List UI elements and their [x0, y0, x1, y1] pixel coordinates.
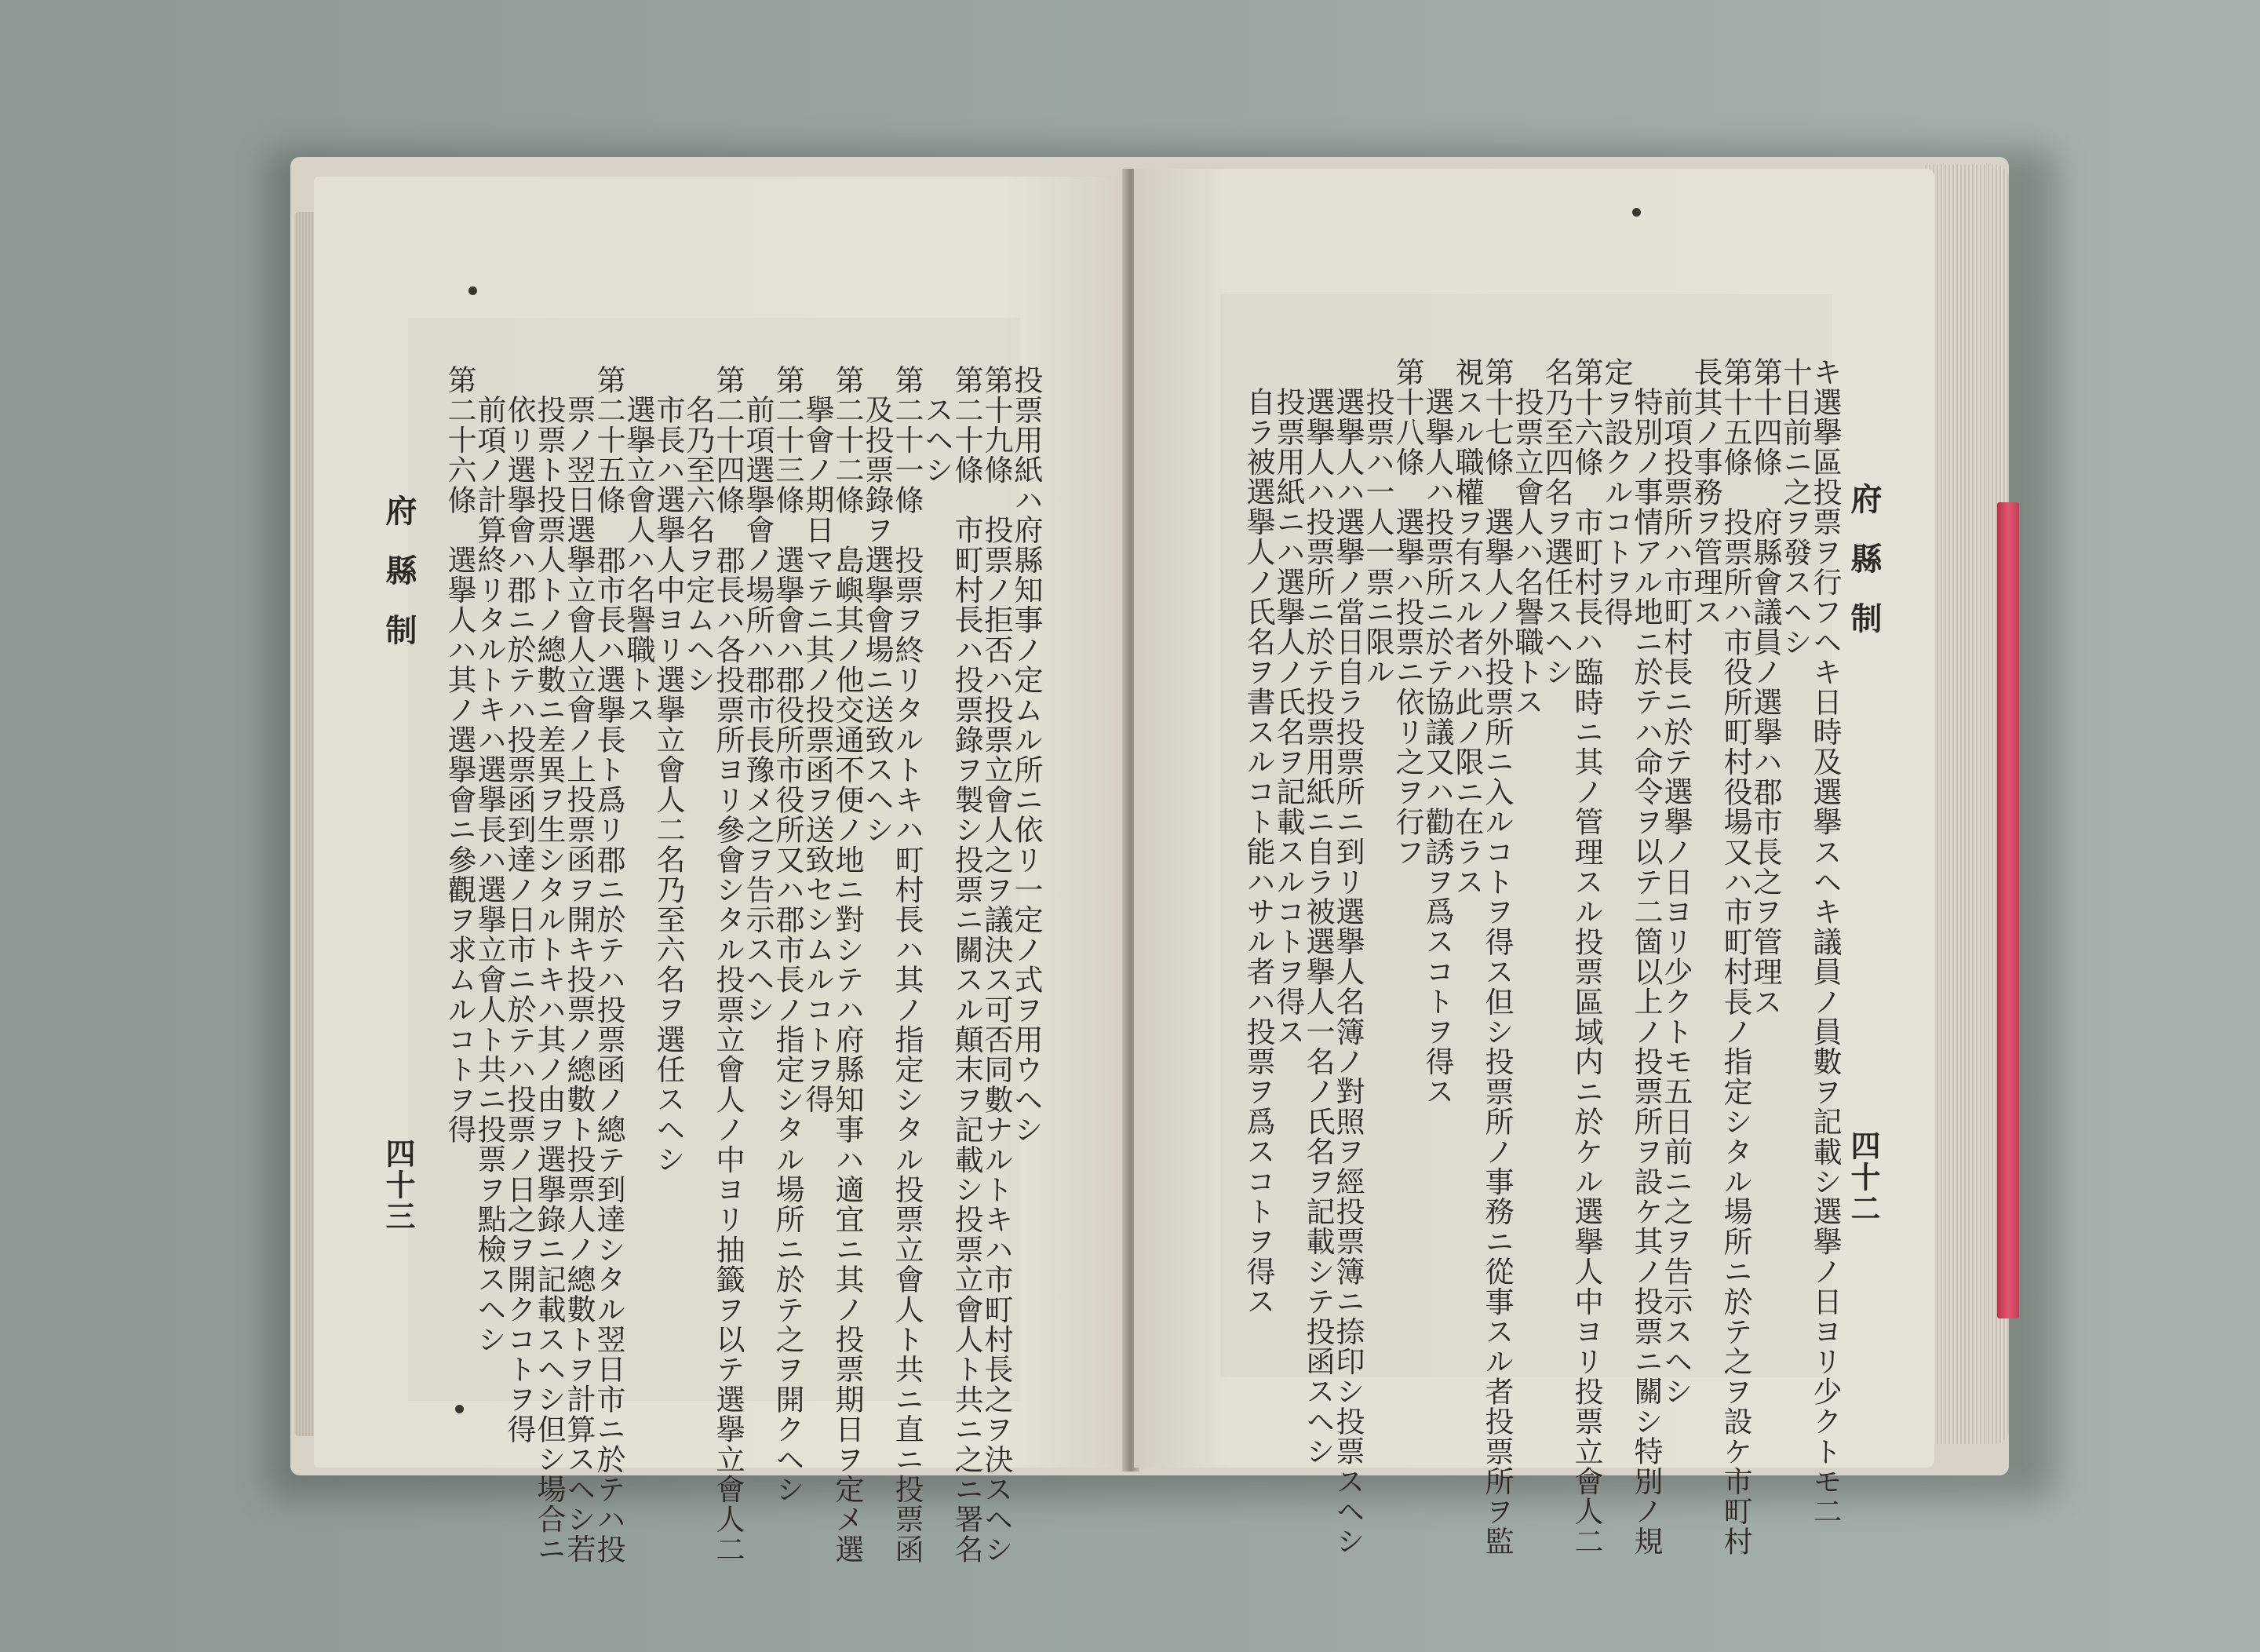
text-column: 第二十三條 選擧會ハ郡役所市役所又ハ郡市長ノ指定シタル場所ニ於テ之ヲ開クヘシ — [771, 365, 804, 1504]
text-column: 特別ノ事情アル地ニ於テハ命令ヲ以テ二箇以上ノ投票所ヲ設ケ其ノ投票ニ關シ特別ノ規 — [1629, 387, 1663, 1556]
text-column: 選擧立會人ハ名譽職トス — [622, 395, 655, 725]
text-column: 名乃至四名ヲ選任スヘシ — [1540, 357, 1573, 687]
text-column: 十日前ニ之ヲ發スヘシ — [1778, 357, 1812, 657]
text-column: 視スル職權ヲ有スル者ハ此ノ限ニ在ラス — [1450, 357, 1484, 897]
right-page-edges — [1923, 165, 2009, 1444]
page-header: 府縣制 — [381, 494, 417, 673]
paper-speck — [468, 286, 477, 295]
left-page — [314, 177, 1126, 1564]
text-column: 第二十五條 郡市長ハ選擧長ト爲リ郡ニ於テハ投票函ノ總テ到達シタル翌日市ニ於テハ投 — [592, 365, 625, 1564]
text-column: 第十八條 選擧ハ投票ニ依リ之ヲ行フ — [1391, 357, 1424, 867]
text-column: 選擧人ハ選擧ノ當日自ラ投票所ニ到リ選擧人名簿ノ對照ヲ經投票簿ニ捺印シ投票スヘシ — [1331, 387, 1365, 1556]
text-column: 依リ選擧會ハ郡ニ於テハ投票函到達ノ日市ニ於テハ投票ノ日之ヲ開クコトヲ得 — [502, 395, 536, 1444]
page-number: 四十二 — [1846, 1130, 1881, 1224]
text-column: 投票用紙ニハ選擧人ノ氏名ヲ記載スルコトヲ得ス — [1271, 387, 1305, 1047]
page-header: 府縣制 — [1846, 483, 1883, 662]
text-column: 第十六條 市町村長ハ臨時ニ其ノ管理スル投票區域内ニ於ケル選擧人中ヨリ投票立會人二 — [1569, 357, 1603, 1557]
paper-speck — [455, 1405, 464, 1413]
text-column: 投票用紙ハ府縣知事ノ定ムル所ニ依リ一定ノ式ヲ用ウヘシ — [1009, 365, 1043, 1145]
paper-speck — [1632, 208, 1641, 217]
text-column: 第十四條 府縣會議員ノ選擧ハ郡市長之ヲ管理ス — [1748, 357, 1782, 1017]
text-column: 市長ハ選擧人中ヨリ選擧立會人二名乃至六名ヲ選任スヘシ — [651, 395, 685, 1175]
text-column: 及投票錄ヲ選擧會場ニ送致スヘシ — [860, 395, 894, 844]
text-column: 擧會ノ期日マテニ其ノ投票函ヲ送致セシムルコトヲ得 — [800, 395, 834, 1114]
page-number: 四十三 — [381, 1138, 416, 1232]
text-column: 自ラ被選擧人ノ氏名ヲ書スルコト能ハサル者ハ投票ヲ爲スコトヲ得ス — [1241, 387, 1275, 1317]
text-column: 投票立會人ハ名譽職トス — [1510, 387, 1544, 717]
text-column: 投票ハ一人一票ニ限ル — [1361, 387, 1394, 687]
text-column: 長其ノ事務ヲ管理ス — [1689, 357, 1722, 627]
text-column: 前項投票所ハ市町村長ニ於テ選擧ノ日ヨリ少クトモ五日前ニ之ヲ告示スヘシ — [1659, 387, 1693, 1406]
bookmark-ribbon — [1997, 502, 2019, 1318]
text-column: 前項選擧會ノ場所ハ郡市長豫メ之ヲ告示スヘシ — [741, 395, 775, 1025]
text-column: 票ノ翌日選擧立會人立會ノ上投票函ヲ開キ投票ノ總數ト投票人ノ總數トヲ計算スヘシ若 — [562, 395, 596, 1564]
text-column: 第二十四條 郡長ハ各投票所ヨリ參會シタル投票立會人ノ中ヨリ抽籤ヲ以テ選擧立會人二 — [711, 365, 745, 1564]
text-column: スヘシ — [920, 395, 953, 485]
text-column: 選擧人ハ投票所ニ於テ投票用紙ニ自ラ被選擧人一名ノ氏名ヲ記載シテ投函スヘシ — [1301, 387, 1335, 1467]
text-column: 前項ノ計算終リタルトキハ選擧長ハ選擧立會人ト共ニ投票ヲ點檢スヘシ — [472, 395, 506, 1355]
text-column: 名乃至六名ヲ定ムヘシ — [681, 395, 715, 695]
right-page — [1134, 169, 1934, 1557]
text-column: 第二十條 市町村長ハ投票錄ヲ製シ投票ニ關スル顛末ヲ記載シ投票立會人ト共ニ之ニ署名 — [950, 365, 983, 1564]
text-column: 定ヲ設クルコトヲ得 — [1599, 357, 1633, 627]
text-column: 第二十一條 投票ヲ終リタルトキハ町村長ハ其ノ指定シタル投票立會人ト共ニ直ニ投票函 — [890, 365, 924, 1564]
text-column: 第十七條 選擧人ノ外投票所ニ入ルコトヲ得ス但シ投票所ノ事務ニ從事スル者投票所ヲ監 — [1480, 357, 1514, 1556]
text-column: キ選擧區投票ヲ行フヘキ日時及選擧スヘキ議員ノ員數ヲ記載シ選擧ノ日ヨリ少クトモ二 — [1808, 357, 1842, 1526]
text-column: 選擧人ハ投票所ニ於テ協議又ハ勸誘ヲ爲スコトヲ得ス — [1420, 387, 1454, 1107]
text-column: 第十五條 投票所ハ市役所町村役場又ハ市町村長ノ指定シタル場所ニ於テ之ヲ設ケ市町村 — [1719, 357, 1752, 1556]
text-column: 第十九條 投票ノ拒否ハ投票立會人之ヲ議決ス可否同數ナルトキハ市町村長之ヲ決スヘシ — [979, 365, 1013, 1564]
text-column: 投票ト投票人トノ總數ニ差異ヲ生シタルトキハ其ノ由ヲ選擧錄ニ記載スヘシ但シ場合ニ — [532, 395, 566, 1564]
text-column: 第二十六條 選擧人ハ其ノ選擧會ニ參觀ヲ求ムルコトヲ得 — [443, 365, 476, 1145]
text-column: 第二十二條 島嶼其ノ他交通不便ノ地ニ對シテハ府縣知事ハ適宜ニ其ノ投票期日ヲ定メ選 — [830, 365, 864, 1564]
